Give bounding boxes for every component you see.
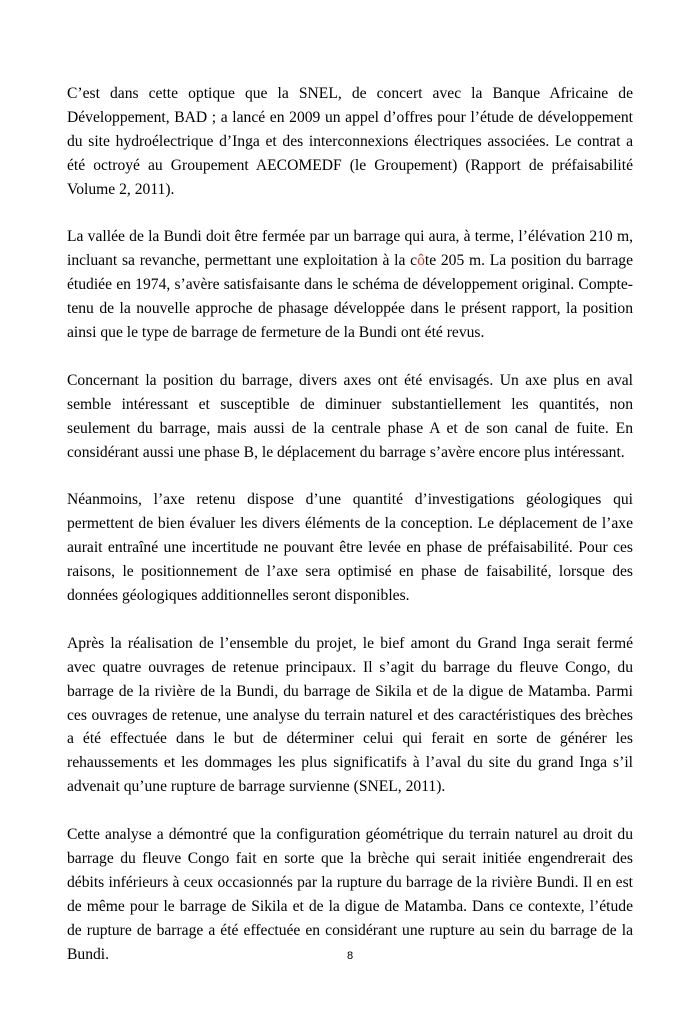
paragraph-2 (67, 225, 633, 345)
paragraph-3 (67, 369, 633, 465)
paragraph-4 (67, 488, 633, 608)
paragraph-1-text: C’est dans cette optique que la SNEL, de concert avec la Banque Africaine de Développement, BAD ; a lancé en 2009 un appel d’offres pour l’étude de développement du site hydroélectrique d’Inga et des interconnexions électriques associées. Le contrat a été octroyé au Groupement AECOMEDF (le Groupement) (Rapport de préfaisabilité Volume 2, 2011). (67, 85, 633, 198)
highlighted-character: ô (417, 252, 425, 270)
paragraph-2-text-a: La vallée de la Bundi doit être fermée par un barrage qui aura, à terme, l’élévation 210 m, incluant sa revanche, permettant une exploitation à la c (67, 228, 633, 270)
paragraph-5 (67, 632, 633, 799)
document-body (67, 82, 633, 966)
page-number: 8 (346, 950, 354, 962)
paragraph-4-text: Néanmoins, l’axe retenu dispose d’une quantité d’investigations géologiques qui permettent de bien évaluer les divers éléments de la conception. Le déplacement de l’axe aurait entraîné une incertitude ne pouvant être levée en phase de préfaisabilité. Pour ces raisons, le positionnement de l’axe sera optimisé en phase de faisabilité, lorsque des données géologiques additionnelles seront disponibles. (67, 491, 633, 604)
paragraph-1 (67, 82, 633, 202)
paragraph-6-text: Cette analyse a démontré que la configuration géométrique du terrain naturel au droit du barrage du fleuve Congo fait en sorte que la brèche qui serait initiée engendrerait des débits inférieurs à ceux occasionnés par la rupture du barrage de la rivière Bundi. Il en est de même pour le barrage de Sikila et de la digue de Matamba. Dans ce contexte, l’étude de rupture de barrage a été effectuée en considérant une rupture au sein du barrage de la Bundi. (67, 826, 633, 963)
paragraph-3-text: Concernant la position du barrage, divers axes ont été envisagés. Un axe plus en aval semble intéressant et susceptible de diminuer substantiellement les quantités, non seulement du barrage, mais aussi de la centrale phase A et de son canal de fuite. En considérant aussi une phase B, le déplacement du barrage s’avère encore plus intéressant. (67, 371, 633, 461)
paragraph-6 (67, 823, 633, 966)
paragraph-5-text: Après la réalisation de l’ensemble du projet, le bief amont du Grand Inga serait fermé avec quatre ouvrages de retenue principaux. Il s’agit du barrage du fleuve Congo, du barrage de la rivière de la Bundi, du barrage de Sikila et de la digue de Matamba. Parmi ces ouvrages de retenue, une analyse du terrain naturel et des caractéristiques des brèches a été effectuée dans le but de déterminer celui qui ferait en sorte de générer les rehaussements et les dommages les plus significatifs à l’aval du site du grand Inga s’il advenait qu’une rupture de barrage survienne (SNEL, 2011). (67, 634, 633, 796)
paragraph-2-text-b: te 205 m. La position du barrage étudiée en 1974, s’avère satisfaisante dans le schéma de développement original. Compte-tenu de la nouvelle approche de phasage développée dans le présent rapport, la position ainsi que le type de barrage de fermeture de la Bundi ont été revus. (67, 252, 633, 342)
